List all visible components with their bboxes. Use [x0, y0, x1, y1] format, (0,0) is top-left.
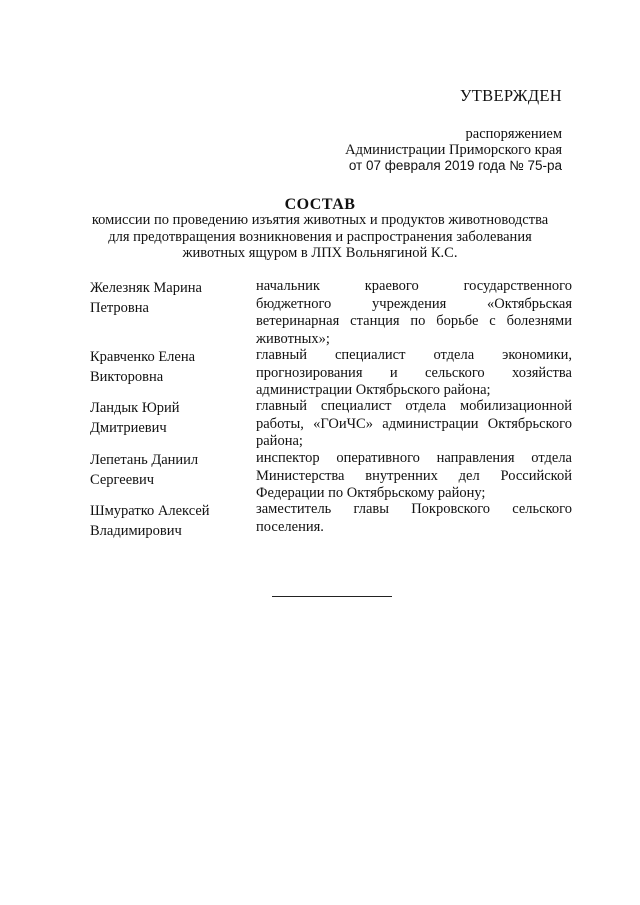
member-role-line: работы, «ГОиЧС» администрации Октябрьского — [256, 415, 572, 432]
member-role — [256, 398, 572, 451]
member-role — [256, 501, 572, 536]
member-name-line: Ландык Юрий — [90, 400, 180, 416]
approval-decree-line: распоряжением — [465, 126, 562, 142]
member-role-line: инспектор оперативного направления отдела — [256, 450, 572, 466]
document-title: СОСТАВ — [284, 196, 356, 213]
member-name — [90, 450, 240, 490]
member-role-line: Федерации по Октябрьскому району; — [256, 485, 486, 501]
member-name-line: Петровна — [90, 300, 149, 316]
approval-date-number-line: от 07 февраля 2019 года № 75-ра — [348, 158, 562, 173]
member-role-line: животных»; — [256, 330, 330, 347]
closing-divider — [272, 596, 392, 597]
member-role — [256, 347, 572, 400]
member-role-line: главный специалист отдела экономики, — [256, 347, 572, 363]
member-role-line: поселения. — [256, 518, 324, 535]
member-name-line: Сергеевич — [90, 472, 155, 488]
member-role-line: главный специалист отдела мобилизационной — [256, 398, 572, 414]
subtitle-line: комиссии по проведению изъятия животных и продуктов животноводства — [91, 212, 549, 228]
subtitle-line: для предотвращения возникновения и распространения заболевания — [108, 228, 532, 245]
member-name-line: Шмуратко Алексей — [90, 503, 210, 519]
member-name-line: Владимирович — [90, 523, 182, 539]
member-role-line: начальник краевого государственного — [256, 278, 572, 294]
member-name — [90, 347, 240, 387]
member-name-line: Кравченко Елена — [90, 349, 196, 365]
member-role-line: заместитель главы Покровского сельского — [256, 501, 572, 517]
approval-title: УТВЕРЖДЕН — [459, 86, 562, 105]
member-name-line: Викторовна — [90, 369, 164, 385]
subtitle-line: животных ящуром в ЛПХ Вольнягиной К.С. — [182, 245, 458, 261]
member-role-line: прогнозирования и сельского хозяйства — [256, 364, 572, 381]
approval-authority-line: Администрации Приморского края — [345, 142, 562, 158]
member-role-line: ветеринарная станция по борьбе с болезнями — [256, 313, 572, 329]
member-name-line: Лепетань Даниил — [90, 452, 199, 468]
member-name — [90, 501, 240, 541]
member-role-line: администрации Октябрьского района; — [256, 382, 491, 398]
member-name-line: Дмитриевич — [90, 420, 167, 436]
member-name — [90, 278, 240, 318]
member-name — [90, 398, 240, 438]
document-subtitle — [60, 212, 580, 262]
member-name-line: Железняк Марина — [90, 280, 202, 296]
member-role-line: Министерства внутренних дел Российской — [256, 467, 572, 484]
member-role-line: района; — [256, 433, 303, 449]
member-role-line: бюджетного учреждения «Октябрьская — [256, 295, 572, 312]
member-role — [256, 278, 572, 348]
member-role — [256, 450, 572, 503]
